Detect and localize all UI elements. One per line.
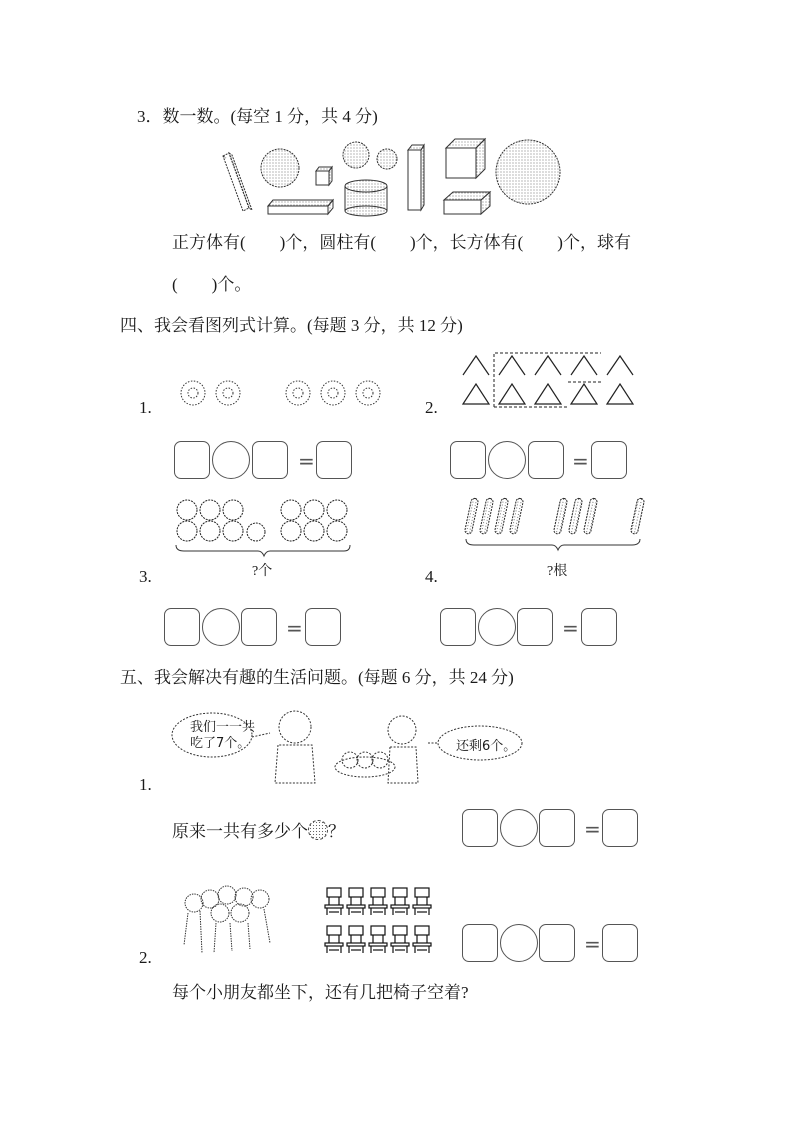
result-box[interactable] <box>602 924 638 962</box>
operand-box[interactable] <box>164 608 200 646</box>
sticks-picture <box>460 495 650 565</box>
equation-template-4-3 <box>164 608 344 648</box>
equation-template-4-1 <box>174 441 354 481</box>
operator-circle[interactable] <box>500 809 538 847</box>
question-2: 每个小朋友都坐下，还有几把椅子空着? <box>172 983 469 1002</box>
operator-circle[interactable] <box>202 608 240 646</box>
equals-sign: = <box>562 616 579 640</box>
q3-heading: 3．数一数。(每空 1 分，共 4 分) <box>137 107 378 126</box>
problem-number: 4. <box>425 567 438 586</box>
equals-sign: = <box>298 449 315 473</box>
equation-template-5-1 <box>462 809 642 849</box>
operand-box[interactable] <box>528 441 564 479</box>
bubble-line: 吃了7个。 <box>190 736 251 751</box>
section5-heading: 五、我会解决有趣的生活问题。(每题 6 分，共 24 分) <box>120 668 514 687</box>
problem-number: 1. <box>139 775 152 794</box>
children-icons <box>180 885 275 955</box>
problem-number: 1. <box>139 398 152 417</box>
operator-circle[interactable] <box>212 441 250 479</box>
children-group-illustration <box>180 885 275 955</box>
brace-label: ?根 <box>547 564 568 579</box>
operand-box[interactable] <box>440 608 476 646</box>
operand-box[interactable] <box>462 809 498 847</box>
chairs-picture <box>325 885 435 965</box>
equals-sign: = <box>584 932 601 956</box>
operator-circle[interactable] <box>500 924 538 962</box>
question-mark: ？ <box>328 822 345 841</box>
q3-answer-line-2: ( )个。 <box>172 275 252 294</box>
operand-box[interactable] <box>539 924 575 962</box>
question-1 <box>172 820 345 842</box>
operand-box[interactable] <box>462 924 498 962</box>
stick-icons <box>460 495 650 565</box>
result-box[interactable] <box>591 441 627 479</box>
shapes-figure <box>215 138 565 223</box>
equals-sign: = <box>286 616 303 640</box>
equation-template-4-4 <box>440 608 620 648</box>
result-box[interactable] <box>602 809 638 847</box>
equation-template-4-2 <box>450 441 630 481</box>
speech-bubble-left <box>190 720 255 752</box>
operand-box[interactable] <box>517 608 553 646</box>
result-box[interactable] <box>305 608 341 646</box>
operand-box[interactable] <box>252 441 288 479</box>
problem-number: 2. <box>425 398 438 417</box>
operator-circle[interactable] <box>488 441 526 479</box>
equation-template-5-2 <box>462 924 642 964</box>
apple-icon <box>308 820 328 840</box>
result-box[interactable] <box>316 441 352 479</box>
q3-answer-line-1: 正方体有( )个，圆柱有( )个，长方体有( )个，球有 <box>172 233 631 252</box>
operand-box[interactable] <box>539 809 575 847</box>
operand-box[interactable] <box>174 441 210 479</box>
eating-scene-illustration <box>170 705 540 785</box>
section4-heading: 四、我会看图列式计算。(每题 3 分，共 12 分) <box>120 316 463 335</box>
equals-sign: = <box>572 449 589 473</box>
equals-sign: = <box>584 817 601 841</box>
problem-number: 2. <box>139 948 152 967</box>
operand-box[interactable] <box>241 608 277 646</box>
problem-number: 3. <box>139 567 152 586</box>
operator-circle[interactable] <box>478 608 516 646</box>
flower-icons <box>175 375 390 415</box>
triangles-picture <box>460 350 640 415</box>
solid-shapes-illustration <box>215 138 565 223</box>
triangle-icons <box>460 350 640 415</box>
operand-box[interactable] <box>450 441 486 479</box>
result-box[interactable] <box>581 608 617 646</box>
question-text: 原来一共有多少个 <box>172 822 308 841</box>
brace-label: ?个 <box>252 564 273 579</box>
speech-bubble-right: 还剩6个。 <box>456 739 517 754</box>
bubble-line: 我们一一共 <box>190 720 256 735</box>
flowers-picture <box>175 375 390 415</box>
chair-icons <box>325 885 435 965</box>
